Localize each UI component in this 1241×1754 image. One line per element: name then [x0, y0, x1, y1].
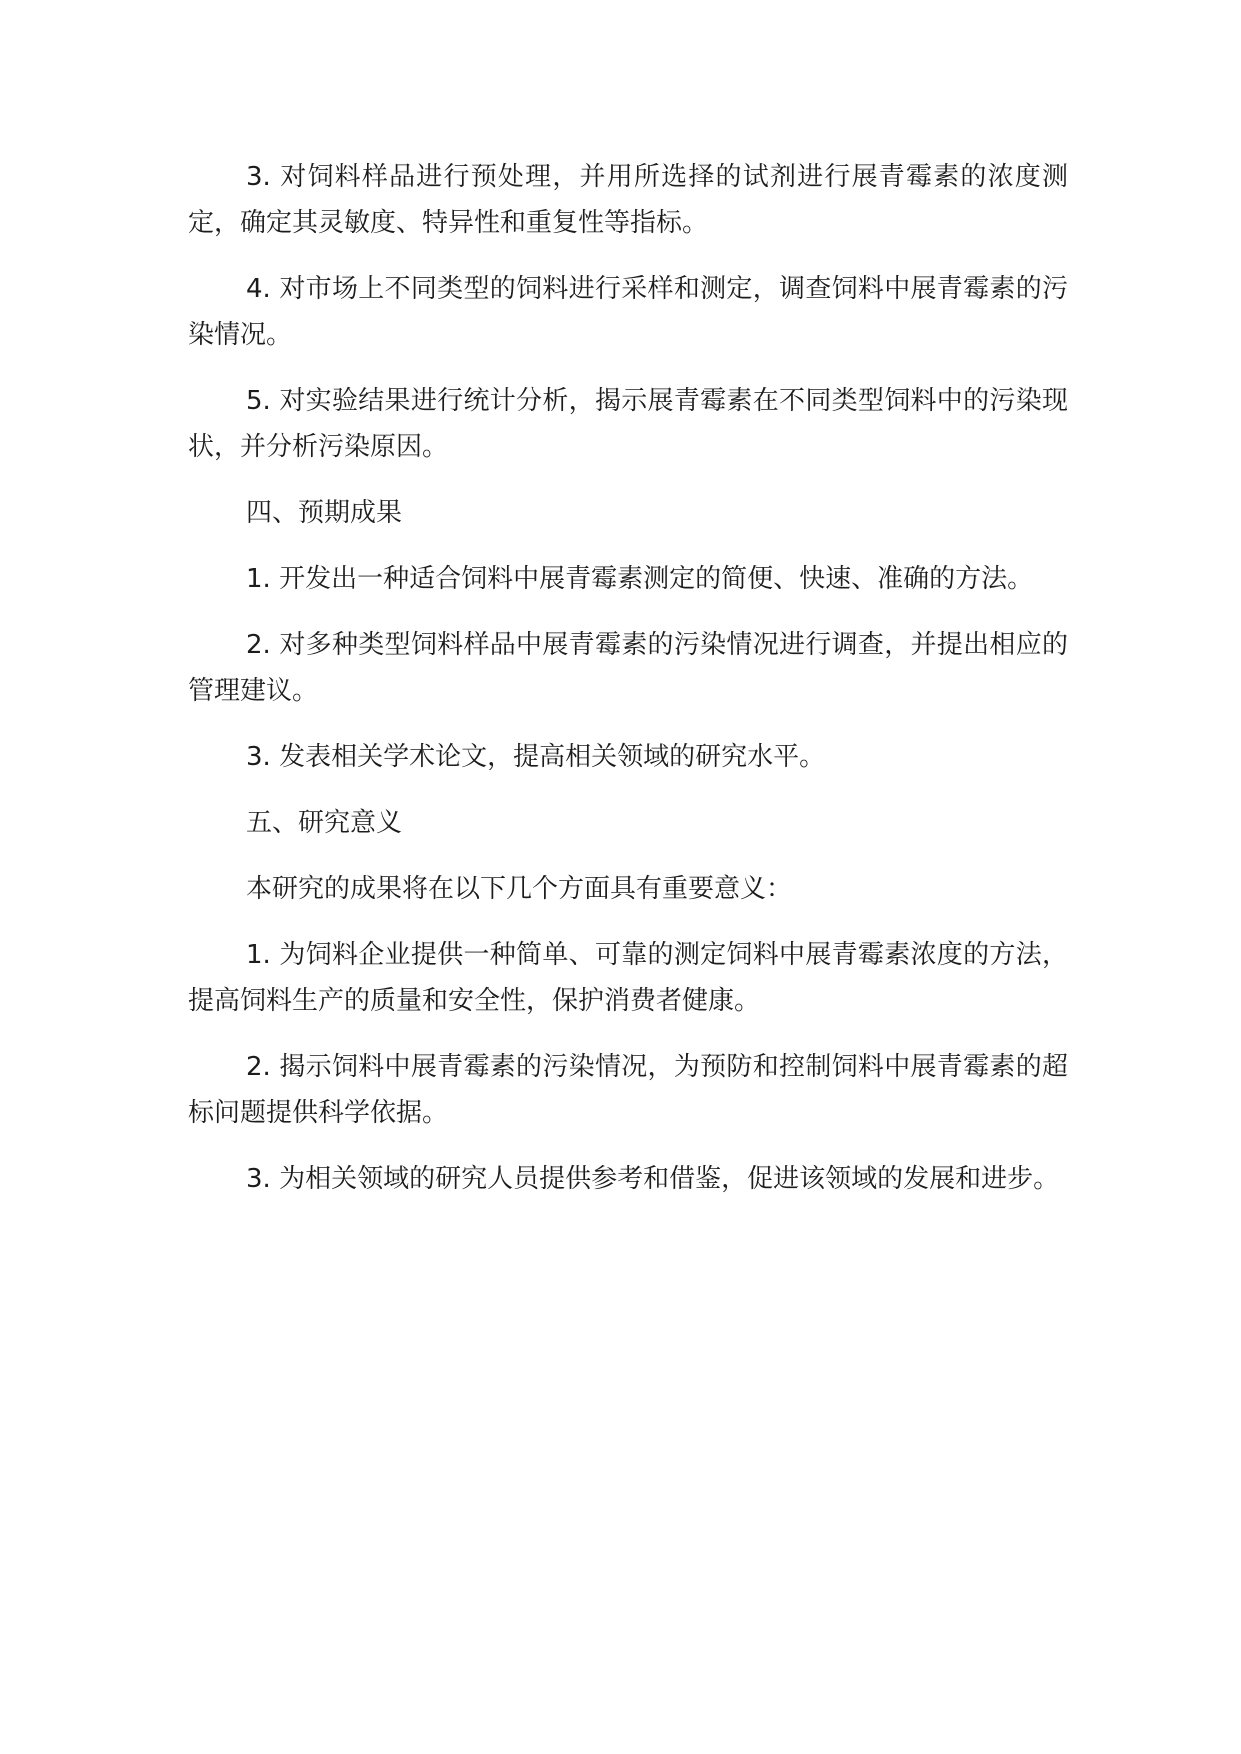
paragraph-method-step-3: 3. 对饲料样品进行预处理，并用所选择的试剂进行展青霉素的浓度测定，确定其灵敏度、特异性和重复性等指标。: [188, 162, 1068, 238]
paragraph-result-1: 1. 开发出一种适合饲料中展青霉素测定的简便、快速、准确的方法。: [246, 564, 1034, 594]
paragraph-result-2: 2. 对多种类型饲料样品中展青霉素的污染情况进行调查，并提出相应的管理建议。: [188, 630, 1068, 706]
paragraph-method-step-4: 4. 对市场上不同类型的饲料进行采样和测定，调查饲料中展青霉素的污染情况。: [188, 274, 1068, 350]
paragraph-significance-2: 2. 揭示饲料中展青霉素的污染情况，为预防和控制饲料中展青霉素的超标问题提供科学依据。: [188, 1052, 1068, 1128]
paragraph-result-3: 3. 发表相关学术论文，提高相关领域的研究水平。: [246, 742, 826, 772]
paragraph-method-step-5: 5. 对实验结果进行统计分析，揭示展青霉素在不同类型饲料中的污染现状，并分析污染原因。: [188, 386, 1068, 462]
paragraph-significance-1: 1. 为饲料企业提供一种简单、可靠的测定饲料中展青霉素浓度的方法，提高饲料生产的质量和安全性，保护消费者健康。: [188, 940, 1068, 1016]
paragraph-significance-intro: 本研究的成果将在以下几个方面具有重要意义：: [246, 874, 793, 904]
document-body: [188, 154, 1068, 1222]
section-heading-expected-results: 四、预期成果: [246, 498, 403, 528]
section-heading-significance: 五、研究意义: [246, 808, 403, 838]
paragraph-significance-3: 3. 为相关领域的研究人员提供参考和借鉴，促进该领域的发展和进步。: [246, 1164, 1060, 1194]
